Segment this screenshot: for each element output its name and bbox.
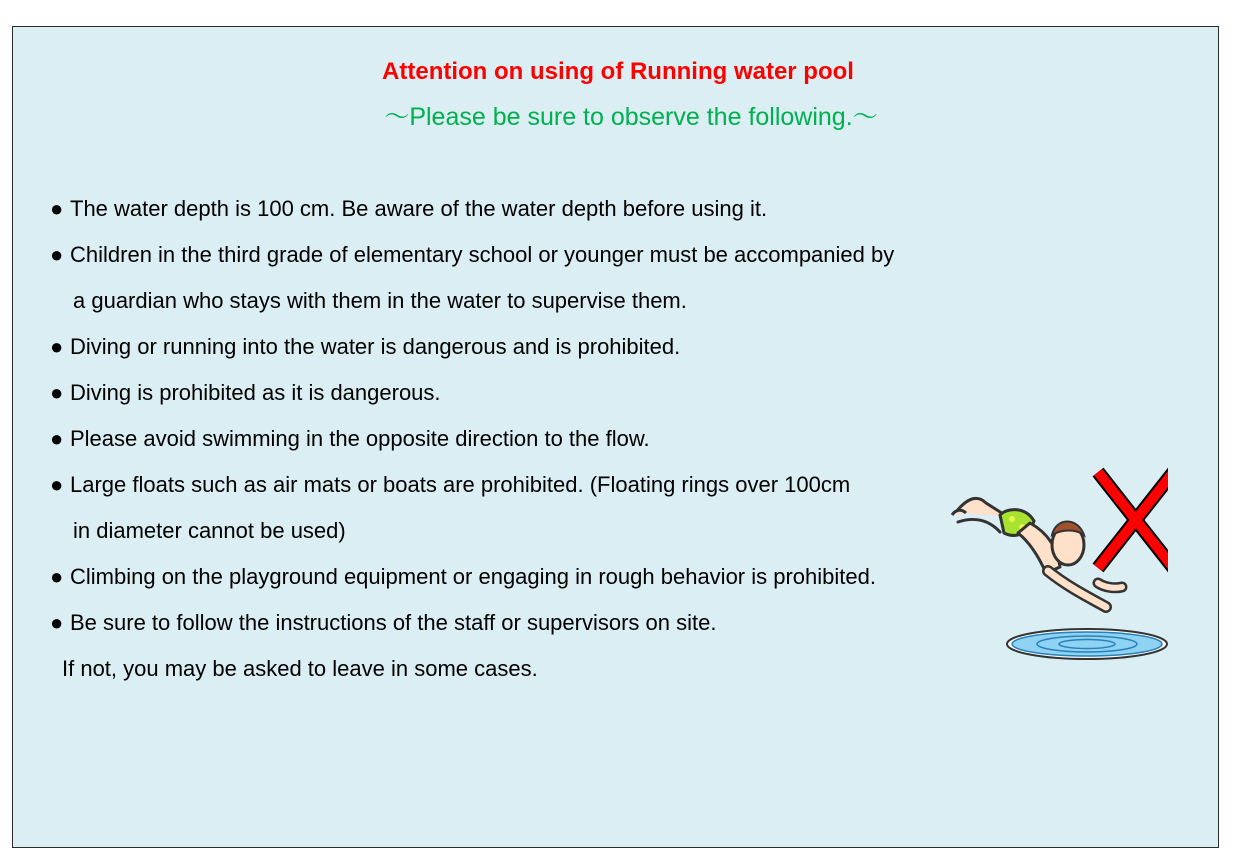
- bullet: ●: [50, 472, 64, 497]
- rule-text: Please avoid swimming in the opposite direction to the flow.: [70, 426, 650, 451]
- bullet: ●: [50, 564, 64, 589]
- rule-text: Diving is prohibited as it is dangerous.: [70, 380, 441, 405]
- rule-text: Children in the third grade of elementary school or younger must be accompanied by: [70, 242, 895, 267]
- rule-text: Large floats such as air mats or boats are prohibited. (Floating rings over 100cm: [70, 472, 851, 497]
- notice-subtitle: ～Please be sure to observe the following.～: [384, 103, 878, 131]
- rule-item: [50, 462, 894, 508]
- notice-panel: [12, 26, 1219, 848]
- rule-continuation: [50, 278, 894, 324]
- bullet: ●: [50, 610, 64, 635]
- bullet: ●: [50, 380, 64, 405]
- closing-note: [50, 646, 894, 692]
- rule-item: [50, 324, 894, 370]
- bullet: ●: [50, 334, 64, 359]
- rule-continuation: [50, 508, 894, 554]
- rule-text: Climbing on the playground equipment or engaging in rough behavior is prohibited.: [70, 564, 876, 589]
- notice-title: Attention on using of Running water pool: [382, 58, 854, 85]
- no-diving-icon: [938, 437, 1168, 662]
- rules-list: [50, 186, 894, 692]
- rule-item: [50, 370, 894, 416]
- bullet: ●: [50, 242, 64, 267]
- rule-item: [50, 186, 894, 232]
- rule-text: in diameter cannot be used): [73, 518, 346, 543]
- rule-item: [50, 416, 894, 462]
- bullet: ●: [50, 196, 64, 221]
- rule-item: [50, 600, 894, 646]
- rule-text: The water depth is 100 cm. Be aware of the water depth before using it.: [70, 196, 768, 221]
- closing-note-text: If not, you may be asked to leave in some cases.: [62, 656, 538, 681]
- rule-text: Be sure to follow the instructions of the staff or supervisors on site.: [70, 610, 717, 635]
- rule-text: a guardian who stays with them in the water to supervise them.: [73, 288, 687, 313]
- rule-item: [50, 232, 894, 278]
- bullet: ●: [50, 426, 64, 451]
- rule-item: [50, 554, 894, 600]
- rule-text: Diving or running into the water is dangerous and is prohibited.: [70, 334, 681, 359]
